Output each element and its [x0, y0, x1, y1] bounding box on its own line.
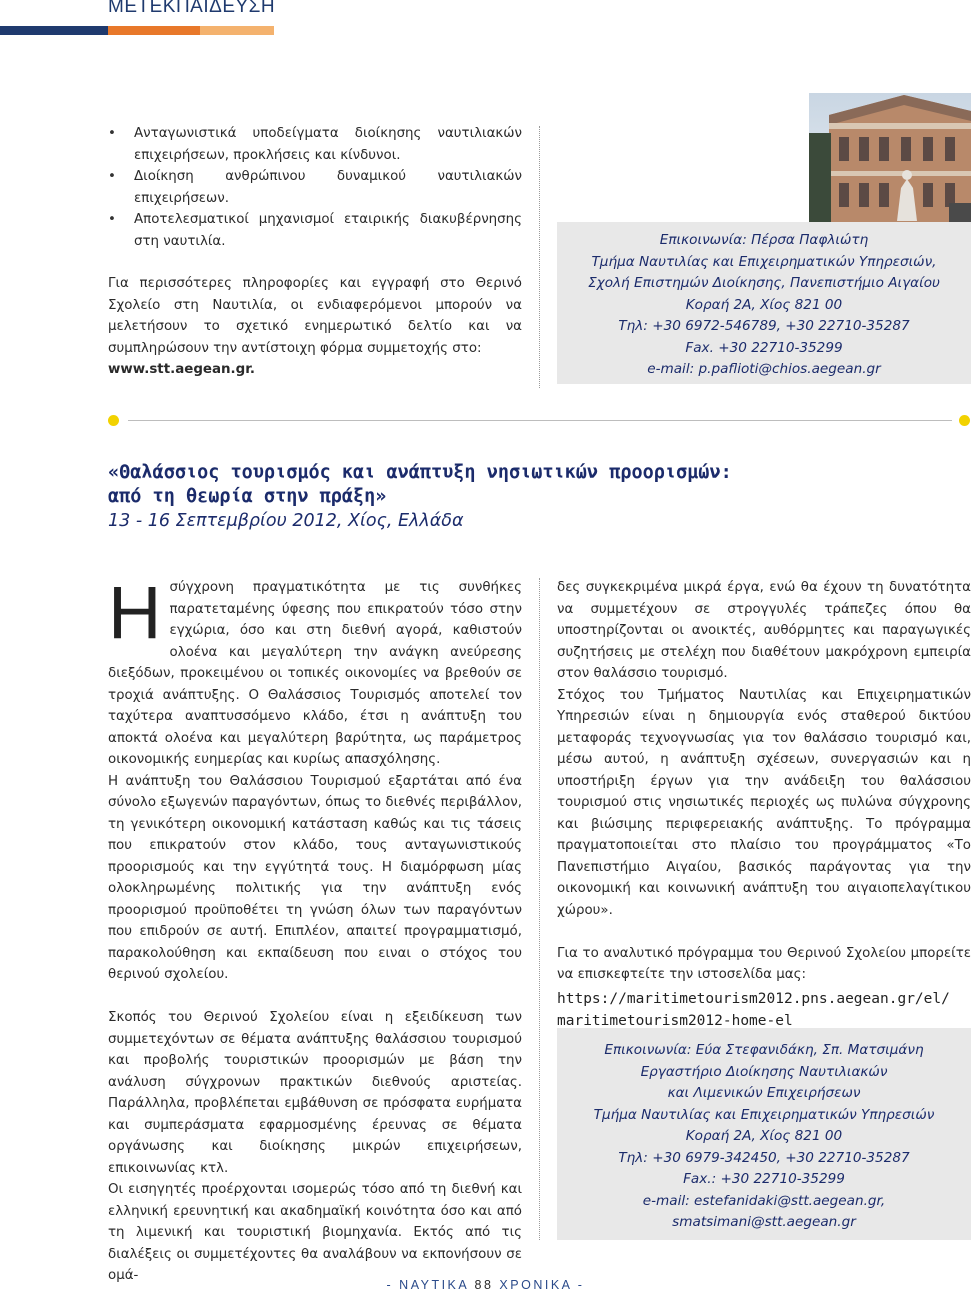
info-text: Για περισσότερες πληροφορίες και εγγραφή στο Θερινό Σχολείο στη Ναυτιλία, οι ενδιαφερόμενοι μπορούν να μελετήσουν το σχετικό ενημερωτικό δελτίο και να συμπληρώσουν την αντίστοιχη φόρμα συμμετοχής στο:	[108, 276, 522, 356]
article-paragraph	[108, 571, 522, 771]
contact-line: Επικοινωνία: Εύα Στεφανιδάκη, Σπ. Ματσιμάνη	[604, 1042, 924, 1058]
contact-email[interactable]: smatsimani@stt.aegean.gr	[672, 1214, 856, 1230]
contact-line: Επικοινωνία: Πέρσα Παφλιώτη	[659, 232, 869, 248]
building-photo	[809, 93, 971, 222]
header-bar-light-orange	[200, 26, 274, 35]
contact-line: Τμήμα Ναυτιλίας και Επιχειρηματικών Υπηρεσιών	[593, 1106, 935, 1123]
contact-line: Εργαστήριο Διοίκησης Ναυτιλιακών	[640, 1063, 888, 1080]
contact-email[interactable]: e-mail: p.paflioti@chios.aegean.gr	[647, 361, 881, 377]
article-paragraph: Για το αναλυτικό πρόγραμμα του Θερινού Σχολείου μπορείτε να επισκεφτείτε την ιστοσελίδα μας:	[557, 945, 971, 982]
contact-fax: Fax. +30 22710-35299	[685, 339, 843, 356]
article-paragraph: δες συγκεκριμένα μικρά έργα, ενώ θα έχουν τη δυνατότητα να συμμετέχουν σε στρογγυλές τράπεζες όπου θα υποστηρίζονται οι ανοικτές, αυθόρμητες και παραγωγικές συζητήσεις με στελέχη που διαθέτουν μακρόχρονη εμπειρία στον θαλάσσιο τουρισμό.	[557, 580, 971, 681]
program-url-line-2: maritimetourism2012-home-el	[557, 1012, 793, 1029]
top-left-column	[108, 123, 522, 381]
contact-phone: Τηλ: +30 6979-342450, +30 22710-35287	[618, 1149, 910, 1166]
article-paragraph: Οι εισηγητές προέρχονται ισομερώς τόσο από τη διεθνή και ελληνική ερευνητική και ακαδημαϊκή κοινότητα όσο και από τη λιμενική και τουριστική βιομηχανία. Εκτός από τις διαλέξεις οι συμμετέχοντες θα αναλάβουν να εκπονήσουν σε ομά-	[108, 1182, 522, 1283]
contact-line: Σχολή Επιστημών Διοίκησης, Πανεπιστήμιο Αιγαίου	[588, 275, 940, 291]
contact-line: και Λιμενικών Επιχειρήσεων	[667, 1085, 861, 1101]
article-paragraph: Η ανάπτυξη του Θαλάσσιου Τουρισμού εξαρτάται από ένα σύνολο εξωγενών παραγόντων, όπως το διεθνές περιβάλλον, τη γενικότερη οικονομική κατάσταση καθώς και τις τάσεις που επικρατούν στον κλάδο, τους ανταγωνιστικούς προορισμούς και την εγγύτητά τους. Η διαμόρφωση μίας ολοκληρωμένης πολιτικής για την ανάπτυξη ενός προορισμού προϋποθέτει τη γνώση όλων των παραγόντων που επιδρούν σε αυτή. Επιπλέον, απαιτεί προγραμματισμό, παρακολούθηση και εκπαίδευση που ειναι ο στόχος του θερινού σχολείου.	[108, 773, 522, 982]
section-title: ΜΕΤΕΚΠΑΙΔΕΥΣΗ	[108, 0, 276, 17]
building-photo-graphic	[809, 93, 971, 222]
article-paragraph-text: σύγχρονη πραγματικότητα με τις συνθήκες παρατεταμένης ύφεσης που επικρατούν τόσο στην εγχώρια, όσο και στη διεθνή αγορά, καθιστούν ολοένα και μεγαλύτερη την ανάγκη ανεύρεσης διεξόδων, προκειμένου οι τοπικές οικονομίες να βρεθούν σε τροχιά ανάπτυξης. Ο Θαλάσσιος Τουρισμός αποτελεί τον ταχύτερα αναπτυσσόμενο κλάδο, έτσι η ανάπτυξη του αποκτά ολοένα και μεγαλύτερη βαρύτητα, ως παράμετρος οικονομικής ευημερίας και κυρίως απασχόλησης.	[108, 580, 522, 767]
article-date-place: 13 - 16 Σεπτεμβρίου 2012, Χίος, Ελλάδα	[108, 511, 464, 531]
page-number: 88	[474, 1278, 494, 1292]
bullet-item: • Ανταγωνιστικά υποδείγματα διοίκησης ναυτιλιακών επιχειρήσεων, προκλήσεις και κίνδυνοι.	[108, 123, 522, 166]
article-title	[108, 461, 968, 509]
article-paragraph: Στόχος του Τμήματος Ναυτιλίας και Επιχειρηματικών Υπηρεσιών είναι η δημιουργία ενός σταθερού δικτύου μεταφοράς τεχνογνωσίας για τον θαλάσσιο τουρισμό και, μέσω αυτού, η ανάπτυξη σχέσεων, συνεργασιών και η υποστήριξη έργων για την ανάδειξη του θαλάσσιου τουρισμού στις νησιωτικές περιοχές ως πυλώνα σύγχρονης και βιώσιμης περιφερειακής ανάπτυξης. Το πρόγραμμα πραγματοποιείται στο πλαίσιο του προγράμματος «Το Πανεπιστήμιο Αιγαίου, βασικός παράγοντας για την οικονομική και κοινωνική ανάπτυξη του αιγαιοπελαγίτικου χώρου».	[557, 687, 971, 918]
contact-line: Κοραή 2Α, Χίος 821 00	[685, 296, 843, 313]
info-link[interactable]: www.stt.aegean.gr.	[108, 362, 256, 377]
drop-cap: Η	[108, 571, 162, 654]
article-left-column	[108, 571, 522, 1287]
article-title-line-1: «Θαλάσσιος τουρισμός και ανάπτυξη νησιωτικών προορισμών:	[108, 462, 732, 483]
bullet-item: • Αποτελεσματικοί μηχανισμοί εταιρικής διακυβέρνησης στη ναυτιλία.	[108, 209, 522, 252]
bullet-item: • Διοίκηση ανθρώπινου δυναμικού ναυτιλιακών επιχειρήσεων.	[108, 166, 522, 209]
info-paragraph	[108, 273, 522, 381]
article-paragraph: Σκοπός του Θερινού Σχολείου είναι η εξειδίκευση των συμμετεχόντων σε θέματα ανάπτυξης θαλάσσιου τουρισμού και προβολής τουριστικών προορισμών με βάση την ανάλυση σύγχρονων πρακτικών διεθνούς αριστείας. Παράλληλα, προβλέπεται εμβάθυνση σε πρόσφατα ευρήματα και συμπεράσματα εφαρμοσμένης έρευνας σε θέματα οργάνωσης και διοίκησης μικρών επιχειρήσεων, επικοινωνίας κτλ.	[108, 1010, 522, 1176]
column-divider-top	[539, 126, 540, 388]
contact-box-2	[557, 1028, 971, 1240]
footer-right: ΧΡΟΝΙΚΑ -	[499, 1278, 585, 1292]
bullet-list	[108, 123, 522, 252]
page-footer	[0, 1278, 971, 1292]
program-url[interactable]	[557, 988, 971, 1032]
column-divider-article	[539, 578, 540, 1240]
article-title-line-2: από τη θεωρία στην πράξη»	[108, 486, 387, 507]
contact-box-1	[557, 222, 971, 384]
separator-dot-right	[959, 415, 970, 426]
article-right-column	[557, 577, 971, 1032]
contact-email[interactable]: e-mail: estefanidaki@stt.aegean.gr,	[642, 1192, 886, 1209]
header-bar-orange	[108, 26, 200, 35]
program-url-line-1: https://maritimetourism2012.pns.aegean.gr/el/	[557, 990, 950, 1007]
separator-line	[128, 420, 952, 421]
footer-left: - ΝΑΥΤΙΚΑ	[386, 1278, 469, 1292]
contact-phone: Τηλ: +30 6972-546789, +30 22710-35287	[618, 318, 910, 334]
separator-dot-left	[108, 415, 119, 426]
contact-line: Κοραή 2Α, Χίος 821 00	[685, 1128, 843, 1144]
contact-fax: Fax.: +30 22710-35299	[683, 1171, 845, 1187]
header-bar-navy	[0, 26, 108, 35]
contact-line: Τμήμα Ναυτιλίας και Επιχειρηματικών Υπηρεσιών,	[591, 253, 937, 270]
